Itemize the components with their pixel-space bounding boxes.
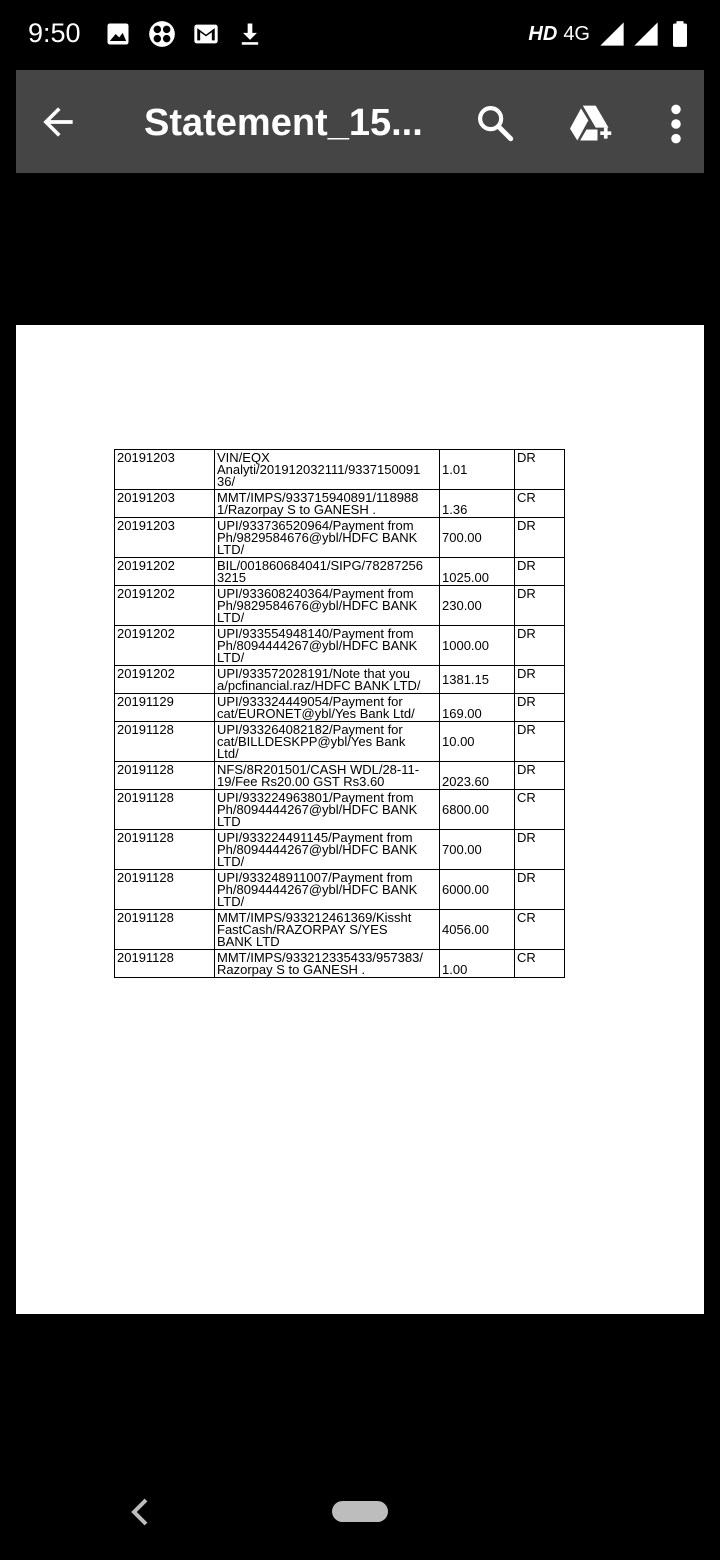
search-icon[interactable]: [474, 102, 516, 144]
transaction-date: 20191202: [115, 666, 215, 694]
description-line: LTD/: [217, 610, 245, 625]
hd-label: HD: [528, 22, 558, 45]
statement-table: [114, 449, 565, 978]
description-line: Analyti/201912032111/9337150091: [217, 462, 421, 477]
table-row: [115, 790, 565, 830]
transaction-date: 20191128: [115, 910, 215, 950]
description-line: Ltd/: [217, 746, 239, 761]
table-row: [115, 830, 565, 870]
transaction-date: 20191128: [115, 762, 215, 790]
transaction-date: 20191203: [115, 518, 215, 558]
description-line: LTD/: [217, 854, 245, 869]
network-type-label: 4G: [563, 22, 590, 45]
transaction-description: [215, 870, 440, 910]
transaction-description: [215, 586, 440, 626]
transaction-date: 20191203: [115, 490, 215, 518]
signal-icon: [598, 20, 626, 48]
transaction-description: [215, 762, 440, 790]
app-toolbar: [16, 70, 704, 173]
table-row: [115, 870, 565, 910]
table-row: [115, 694, 565, 722]
transaction-date: 20191203: [115, 450, 215, 490]
description-line: MMT/IMPS/933212335433/957383/: [217, 950, 423, 965]
table-row: [115, 722, 565, 762]
description-line: NFS/8R201501/CASH WDL/28-11-: [217, 762, 420, 777]
transaction-amount: 6800.00: [440, 790, 515, 830]
transaction-description: [215, 626, 440, 666]
description-line: Ph/8094444267@ybl/HDFC BANK: [217, 802, 418, 817]
transaction-amount: 700.00: [440, 830, 515, 870]
description-line: LTD/: [217, 894, 245, 909]
nav-home-pill-icon[interactable]: [332, 1501, 388, 1522]
transaction-amount: 1.00: [440, 950, 515, 978]
description-line: MMT/IMPS/933212461369/Kissht: [217, 910, 412, 925]
transaction-description: [215, 694, 440, 722]
transaction-type: DR: [515, 586, 565, 626]
arrow-back-icon[interactable]: [36, 100, 80, 144]
transaction-type: DR: [515, 626, 565, 666]
table-row: [115, 910, 565, 950]
transaction-type: DR: [515, 722, 565, 762]
description-line: 1/Razorpay S to GANESH .: [217, 502, 376, 517]
transaction-amount: 1381.15: [440, 666, 515, 694]
table-row: [115, 586, 565, 626]
status-bar: [0, 0, 720, 70]
transaction-description: [215, 558, 440, 586]
statement-table-body: [115, 450, 565, 978]
description-line: UPI/933736520964/Payment from: [217, 518, 414, 533]
transaction-type: CR: [515, 490, 565, 518]
description-line: 36/: [217, 474, 236, 489]
transaction-type: CR: [515, 950, 565, 978]
description-line: a/pcfinancial.raz/HDFC BANK LTD/: [217, 678, 421, 693]
transaction-amount: 700.00: [440, 518, 515, 558]
transaction-description: [215, 950, 440, 978]
transaction-description: [215, 830, 440, 870]
transaction-description: [215, 666, 440, 694]
description-line: 3215: [217, 570, 246, 585]
description-line: UPI/933324449054/Payment for: [217, 694, 403, 709]
add-to-drive-icon[interactable]: [568, 102, 616, 146]
transaction-description: [215, 518, 440, 558]
description-line: UPI/933264082182/Payment for: [217, 722, 403, 737]
transaction-date: 20191128: [115, 830, 215, 870]
table-row: [115, 558, 565, 586]
description-line: VIN/EQX: [217, 450, 270, 465]
description-line: LTD: [217, 814, 241, 829]
transaction-amount: 10.00: [440, 722, 515, 762]
transaction-amount: 1.01: [440, 450, 515, 490]
transaction-description: [215, 450, 440, 490]
table-row: [115, 518, 565, 558]
transaction-date: 20191128: [115, 870, 215, 910]
gmail-icon: [192, 20, 220, 48]
description-line: Razorpay S to GANESH .: [217, 962, 366, 977]
pinwheel-icon: [148, 20, 176, 48]
more-vert-icon[interactable]: [664, 102, 688, 146]
transaction-date: 20191202: [115, 626, 215, 666]
transaction-amount: 1.36: [440, 490, 515, 518]
transaction-date: 20191128: [115, 790, 215, 830]
transaction-type: CR: [515, 790, 565, 830]
description-line: UPI/933224491145/Payment from: [217, 830, 413, 845]
table-row: [115, 626, 565, 666]
description-line: MMT/IMPS/933715940891/118988: [217, 490, 419, 505]
description-line: UPI/933572028191/Note that you: [217, 666, 410, 681]
description-line: BANK LTD: [217, 934, 280, 949]
transaction-type: DR: [515, 518, 565, 558]
transaction-type: DR: [515, 762, 565, 790]
status-notification-icons: [104, 20, 264, 48]
description-line: cat/BILLDESKPP@ybl/Yes Bank: [217, 734, 406, 749]
transaction-type: DR: [515, 694, 565, 722]
nav-back-icon[interactable]: [128, 1496, 152, 1528]
transaction-amount: 169.00: [440, 694, 515, 722]
description-line: UPI/933248911007/Payment from: [217, 870, 413, 885]
transaction-amount: 1000.00: [440, 626, 515, 666]
document-title: Statement_15...: [144, 102, 423, 144]
transaction-description: [215, 722, 440, 762]
description-line: BIL/001860684041/SIPG/78287256: [217, 558, 424, 573]
description-line: Ph/9829584676@ybl/HDFC BANK: [217, 530, 418, 545]
description-line: Ph/8094444267@ybl/HDFC BANK: [217, 638, 418, 653]
transaction-date: 20191128: [115, 722, 215, 762]
description-line: UPI/933608240364/Payment from: [217, 586, 414, 601]
transaction-description: [215, 490, 440, 518]
transaction-type: DR: [515, 450, 565, 490]
transaction-amount: 2023.60: [440, 762, 515, 790]
table-row: [115, 490, 565, 518]
table-row: [115, 450, 565, 490]
description-line: FastCash/RAZORPAY S/YES: [217, 922, 388, 937]
description-line: cat/EURONET@ybl/Yes Bank Ltd/: [217, 706, 415, 721]
transaction-amount: 6000.00: [440, 870, 515, 910]
transaction-type: DR: [515, 666, 565, 694]
transaction-description: [215, 790, 440, 830]
description-line: 19/Fee Rs20.00 GST Rs3.60: [217, 774, 385, 789]
image-icon: [104, 20, 132, 48]
description-line: LTD/: [217, 650, 245, 665]
transaction-date: 20191129: [115, 694, 215, 722]
document-page[interactable]: [16, 325, 704, 1314]
signal-icon: [632, 20, 660, 48]
transaction-description: [215, 910, 440, 950]
description-line: LTD/: [217, 542, 245, 557]
transaction-date: 20191202: [115, 586, 215, 626]
transaction-date: 20191128: [115, 950, 215, 978]
transaction-amount: 230.00: [440, 586, 515, 626]
transaction-type: DR: [515, 558, 565, 586]
table-row: [115, 666, 565, 694]
transaction-type: DR: [515, 870, 565, 910]
battery-icon: [666, 20, 694, 48]
table-row: [115, 950, 565, 978]
transaction-amount: 4056.00: [440, 910, 515, 950]
status-system-icons: [528, 20, 694, 48]
description-line: Ph/9829584676@ybl/HDFC BANK: [217, 598, 418, 613]
transaction-type: DR: [515, 830, 565, 870]
status-time: 9:50: [28, 18, 81, 48]
description-line: Ph/8094444267@ybl/HDFC BANK: [217, 882, 418, 897]
description-line: UPI/933224963801/Payment from: [217, 790, 414, 805]
description-line: Ph/8094444267@ybl/HDFC BANK: [217, 842, 418, 857]
download-icon: [236, 20, 264, 48]
description-line: UPI/933554948140/Payment from: [217, 626, 414, 641]
table-row: [115, 762, 565, 790]
transaction-type: CR: [515, 910, 565, 950]
transaction-amount: 1025.00: [440, 558, 515, 586]
transaction-date: 20191202: [115, 558, 215, 586]
